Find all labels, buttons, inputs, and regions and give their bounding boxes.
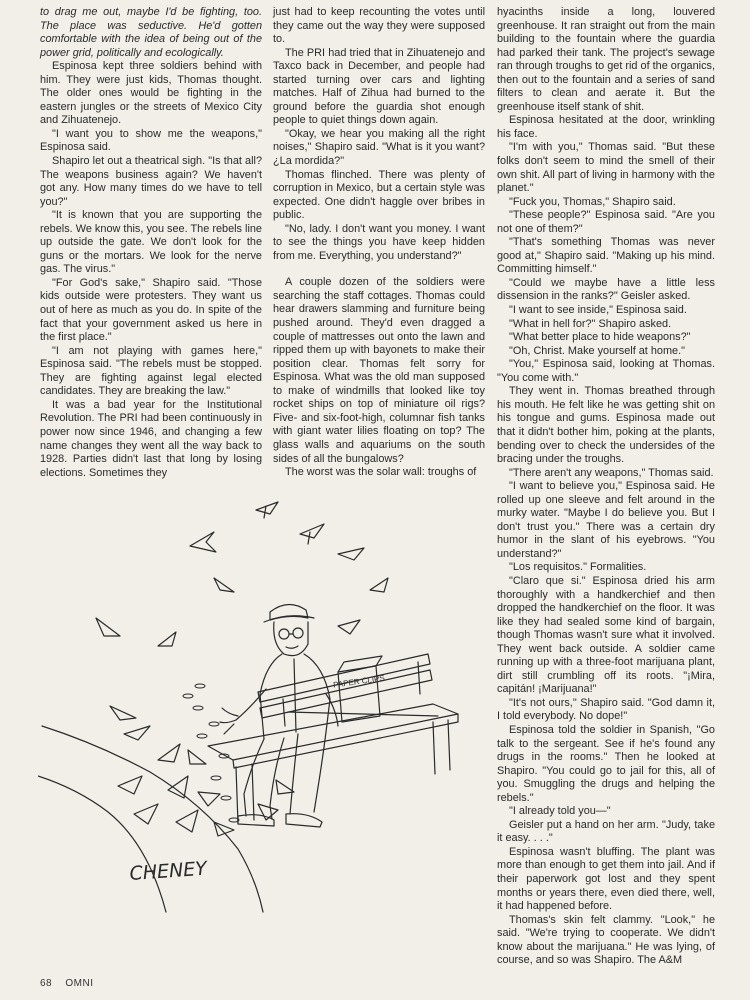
paper-airplane-icon: [96, 502, 388, 836]
paragraph: "I am not playing with games here," Espinosa said. "The rebels must be stopped. They are fighting against legal elected candidates. They are breaking the law.": [40, 344, 262, 398]
paragraph: Geisler put a hand on her arm. "Judy, take it easy. . . .": [497, 818, 715, 845]
magazine-name: OMNI: [65, 978, 94, 989]
paragraph: hyacinths inside a long, louvered greenhouse. It ran straight out from the main building to the fountain where the guardia had parked their tank. The project's sewage ran through troughs to get rid of the organics, then out to the fountain and a series of sand filters to clean and aerate it. But the greenhouse itself stank of shit.: [497, 6, 715, 113]
paragraph: The worst was the solar wall: troughs of: [285, 466, 477, 479]
box-label: PAPER CLIPS: [332, 673, 386, 690]
text-column-1: [40, 6, 262, 480]
paragraph: Thomas's skin felt clammy. "Look," he said. "We're trying to cooperate. We didn't know about the marijuana." He was lying, of course, and so was Shapiro. The A&M: [497, 913, 715, 967]
paragraph: "I already told you—": [509, 805, 611, 818]
paragraph: "That's something Thomas was never good at," Shapiro said. "Making up his mind. Committing himself.": [497, 236, 715, 276]
paragraph: A couple dozen of the soldiers were searching the staff cottages. Thomas could hear drawers slamming and furniture being pushed around. They'd even dragged a couple of mattresses out onto the lawn and ripped them up with bayonets to make their position clear. Thomas felt sorry for Espinosa. What was the old man supposed to make of windmills that looked like toy rocket ships on top of miniature oil rigs? Five- and six-foot-high, columnar fish tanks with giant water lilies floating on top? The glass walls and aquariums on the south sides of all the bungalows?: [273, 276, 485, 465]
paragraph: "You," Espinosa said, looking at Thomas. "You come with.": [497, 358, 715, 384]
paragraph: just had to keep recounting the votes until they came out the way they were supposed to.: [273, 6, 485, 46]
paragraph: The PRI had tried that in Zihuatenejo and Taxco back in December, and people had started turning over cars and lighting matches. Half of Zihua had burned to the ground before the guardia shot enough people to quiet things down again.: [273, 46, 485, 127]
paragraph: "There aren't any weapons," Thomas said.: [509, 466, 714, 479]
paragraph: "I want to see inside," Espinosa said.: [509, 304, 687, 317]
paragraph: to drag me out, maybe I'd be fighting, too. The place was seductive. He'd gotten comfortable with the idea of being out of the power grid, politically and ecologically.: [40, 6, 262, 59]
paragraph: "What in hell for?" Shapiro asked.: [509, 317, 672, 330]
sidewalk-edge-line: [38, 776, 166, 912]
paragraph: "I'm with you," Thomas said. "But these folks don't seem to mind the smell of their own shit. All part of living in harmony with the planet.": [497, 141, 715, 195]
paragraph: Espinosa told the soldier in Spanish, "Go talk to the sergeant. See if he's found any drugs in the rooms." Then he looked at Shapiro. "You could go to jail for this, all of you. Smuggling the drugs and helping the rebels.": [497, 723, 715, 804]
page-number: 68: [40, 978, 53, 989]
paragraph: "Claro que si." Espinosa dried his arm thoroughly with a handkerchief and then dropped the handkerchief on the floor. It was like they had sealed some kind of bargain, though Thomas wasn't sure what it involved. They went back outside. A soldier came running up with a three-foot marijuana plant, dirt still crumbling off its roots. "¡Mira, capitán! ¡Marijuana!": [497, 574, 715, 696]
paragraph: "It's not ours," Shapiro said. "God damn it, I told everybody. No dope!": [497, 696, 715, 723]
paragraph: "Okay, we hear you making all the right noises," Shapiro said. "What is it you want? ¿La mordida?": [273, 127, 485, 168]
paragraph: Thomas flinched. There was plenty of corruption in Mexico, but a certain style was expected. One didn't haggle over bribes in public.: [273, 168, 485, 222]
page-footer: [40, 978, 104, 989]
paragraph: "These people?" Espinosa said. "Are you not one of them?": [497, 209, 715, 235]
paragraph: "Could we maybe have a little less dissension in the ranks?" Geisler asked.: [497, 276, 715, 303]
paragraph: Espinosa hesitated at the door, wrinkling his face.: [497, 114, 715, 140]
artist-signature: CHENEY: [128, 857, 208, 885]
paragraph: "No, lady. I don't want you money. I want to see the things you have keep hidden from me. Everything, you understand?": [273, 222, 485, 262]
paragraph: "I want you to show me the weapons," Espinosa said.: [40, 127, 262, 154]
paragraph: "Los requisitos." Formalities.: [509, 561, 647, 574]
paragraph: Espinosa wasn't bluffing. The plant was more than enough to get them into jail. And if their paperwork got lost and they spent months or years there, even died there, well, it had happened before.: [497, 845, 715, 913]
paragraph: "Fuck you, Thomas," Shapiro said.: [509, 195, 676, 208]
text-column-2: [273, 6, 485, 480]
bench: [208, 654, 458, 824]
paragraph: "It is known that you are supporting the rebels. We know this, you see. The rebels line up outside the gate. We don't look for the guns or the mortars. We look for the nerve gas. The virus.": [40, 209, 262, 276]
text-column-3: [497, 6, 715, 968]
paragraph: They went in. Thomas breathed through his mouth. He felt like he was getting shit on his tongue and gums. Espinosa made out that it didn't bother him, poking at the plants, bending over to check the undersides of the bracing under the troughs.: [497, 385, 715, 466]
paragraph: Espinosa kept three soldiers behind with him. They were just kids, Thomas thought. The older ones would be fighting in the eastern jungles or the streets of Mexico City and Zihuatenejo.: [40, 60, 262, 127]
cartoon-illustration: [38, 494, 484, 914]
paragraph: "I want to believe you," Espinosa said. He rolled up one sleeve and felt around in the murky water. "Maybe I do believe you. But I don't trust you." There was a certain dry humor in the slant of his eyebrows. "You understand?": [497, 480, 715, 560]
paragraph: It was a bad year for the Institutional Revolution. The PRI had been continuously in power now since 1946, and changing a few name changes they went all the way back to 1928. Parties didn't last that long by losing elections. Sometimes they: [40, 398, 262, 479]
paragraph: Shapiro let out a theatrical sigh. "Is that all? The weapons business again? We haven't got any. How many times do we have to tell you?": [40, 155, 262, 208]
paragraph: "Oh, Christ. Make yourself at home.": [509, 344, 685, 357]
ground-line: [288, 712, 438, 716]
paragraph: "What better place to hide weapons?": [509, 331, 691, 344]
paragraph: "For God's sake," Shapiro said. "Those kids outside were protesters. They want us out of here as much as you do. In spite of the fact that your government asked us here in the first place.": [40, 276, 262, 344]
